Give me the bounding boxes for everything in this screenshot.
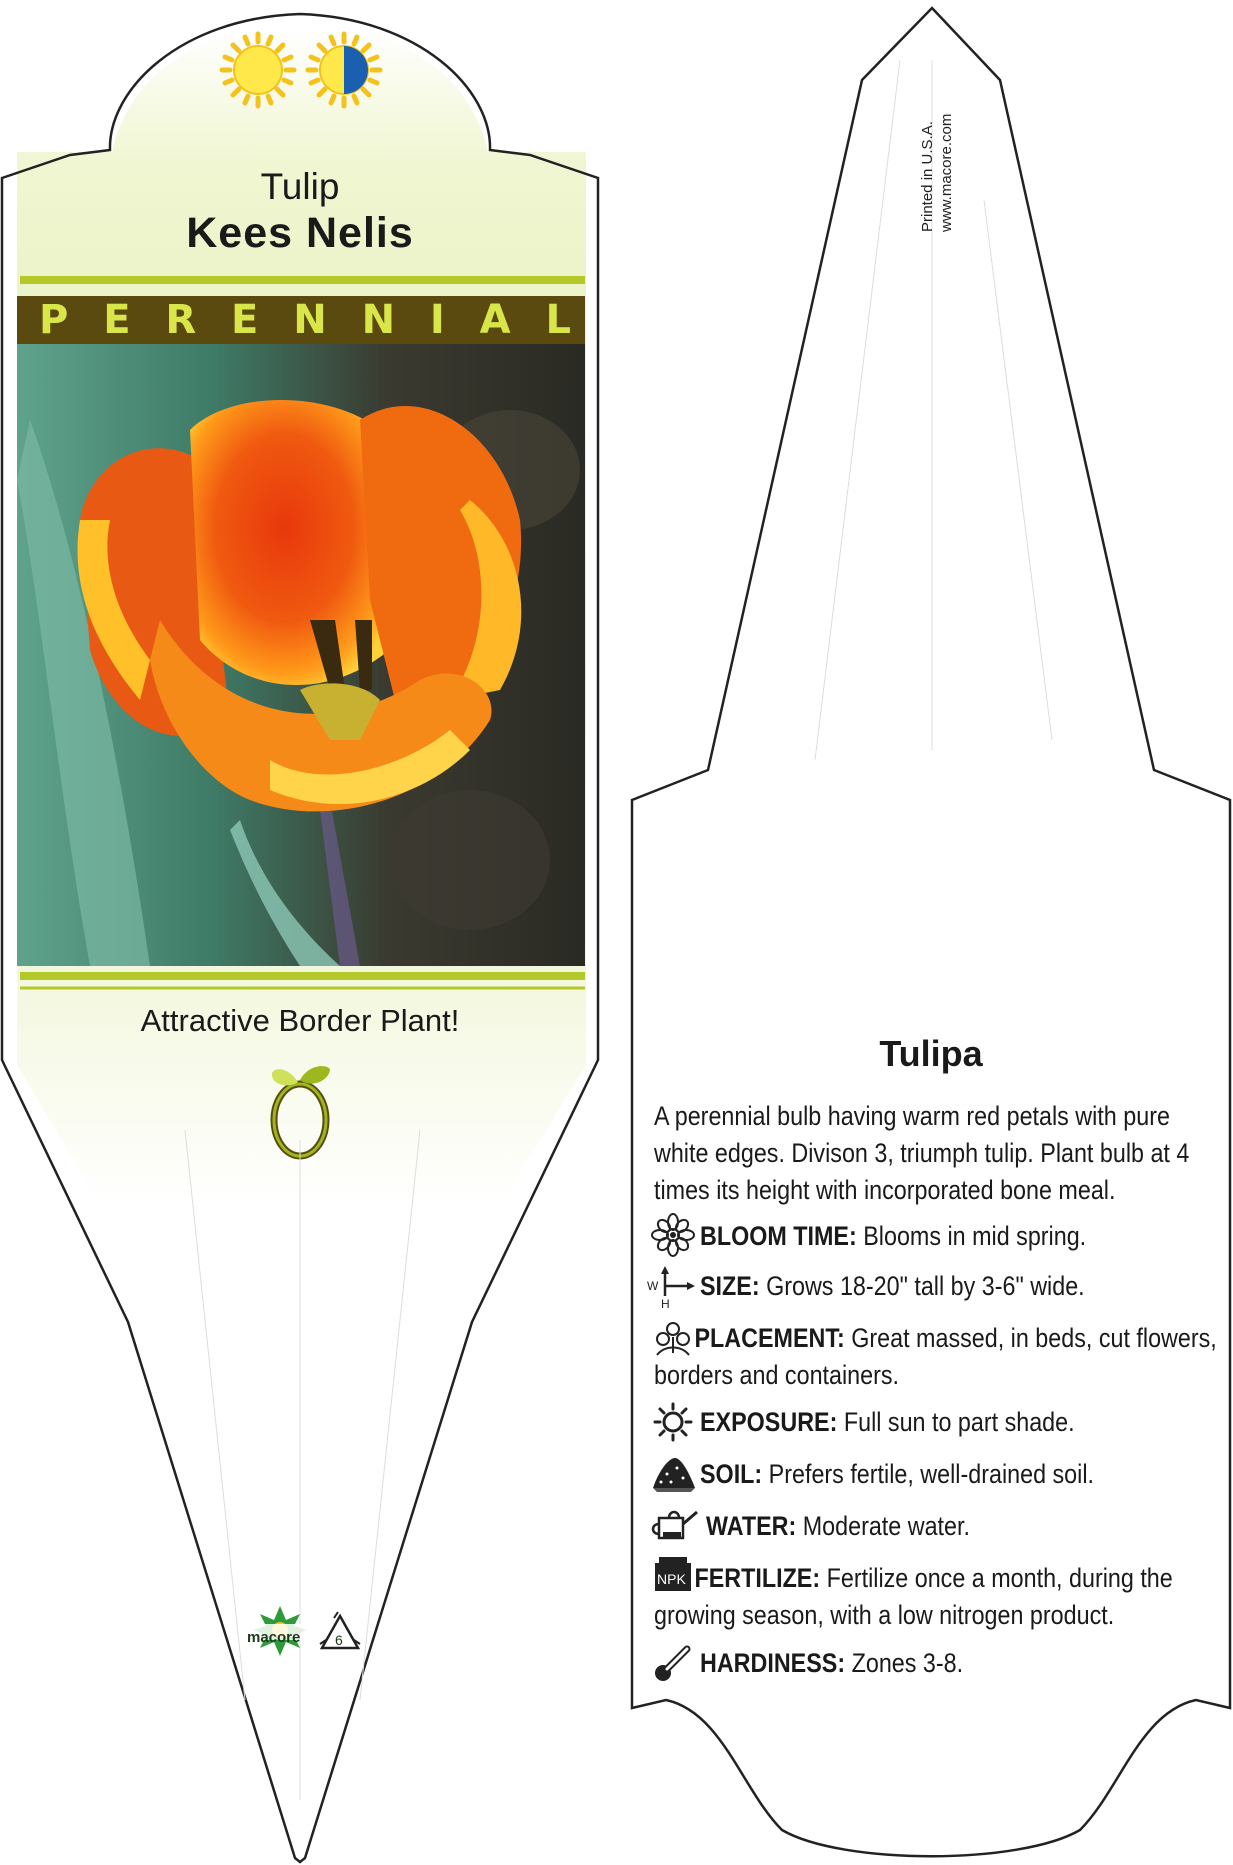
category-band (17, 296, 585, 344)
tagline: Attractive Border Plant! (140, 1003, 460, 1038)
category-letter: N (361, 297, 396, 343)
attr-label: WATER: (706, 1511, 797, 1541)
exposure-row (700, 1404, 1233, 1441)
plant-description: A perennial bulb having warm red petals with pure white edges. Divison 3, triumph tulip. Plant bulb at 4 times its height with incorporated bone meal. (654, 1101, 1190, 1205)
attr-label: PLACEMENT: (694, 1323, 845, 1353)
attr-label: FERTILIZE: (694, 1563, 821, 1593)
category-letter: L (545, 297, 571, 343)
attr-text: Full sun to part shade. (843, 1407, 1075, 1437)
attr-text: Grows 18-20" tall by 3-6" wide. (766, 1271, 1085, 1301)
attr-label: SIZE: (700, 1271, 760, 1301)
brand-logo-text: macore (247, 1629, 301, 1646)
category-letter: E (103, 297, 131, 343)
water-row (706, 1508, 1233, 1545)
attr-text: Great massed, in beds, cut flowers, borders and containers. (654, 1323, 1217, 1390)
fertilize-row (654, 1560, 1226, 1634)
category-letter: R (165, 297, 197, 343)
hardiness-row (700, 1645, 1233, 1682)
attr-text: Moderate water. (802, 1511, 970, 1541)
attr-label: EXPOSURE: (700, 1407, 838, 1437)
attr-text: Fertilize once a month, during the growing season, with a low nitrogen product. (654, 1563, 1173, 1630)
macore-url: www.macore.com (938, 113, 955, 232)
plant-variety-name: Kees Nelis (186, 209, 414, 257)
attr-text: Prefers fertile, well-drained soil. (768, 1459, 1094, 1489)
attr-label: BLOOM TIME: (700, 1221, 857, 1251)
recycle-number: 6 (335, 1632, 343, 1648)
placement-row (654, 1320, 1226, 1394)
category-letter: E (231, 297, 259, 343)
category-letter: P (39, 297, 69, 343)
category-letter: N (293, 297, 327, 343)
attr-text: Blooms in mid spring. (863, 1221, 1087, 1251)
size-row (700, 1268, 1233, 1305)
printed-in-usa: Printed in U.S.A. (919, 121, 936, 232)
bloom-time-row (700, 1218, 1233, 1255)
svg-text:W: W (647, 1279, 659, 1293)
botanical-name: Tulipa (879, 1033, 983, 1074)
attr-text: Zones 3-8. (851, 1648, 964, 1678)
category-letter: A (479, 297, 511, 343)
plant-common-name: Tulip (260, 166, 340, 207)
svg-text:H: H (661, 1297, 670, 1311)
attr-label: SOIL: (700, 1459, 763, 1489)
svg-text:NPK: NPK (657, 1571, 686, 1587)
attr-label: HARDINESS: (700, 1648, 846, 1678)
category-letter: I (429, 297, 445, 343)
tulip-photo (17, 344, 585, 966)
soil-row (700, 1456, 1233, 1493)
